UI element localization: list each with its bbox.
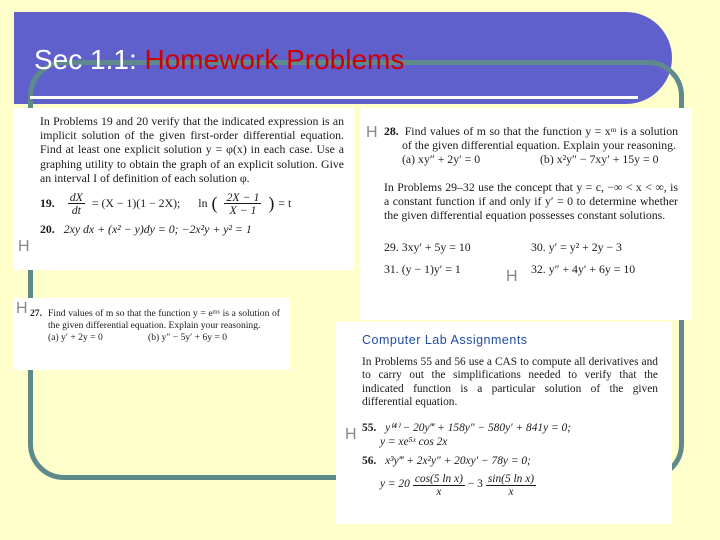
problem-56-cos-top: cos(5 ln x)	[414, 472, 463, 485]
problem-19-ln: ln	[198, 196, 208, 211]
computer-lab-intro: In Problems 55 and 56 use a CAS to compute all derivatives and to carry out the simplifications needed to verify that the indicated function is a particular solution of the given differential equation.	[362, 355, 658, 409]
computer-lab-panel	[336, 322, 672, 524]
handwritten-mark-27: H	[16, 300, 28, 317]
problem-19-fraction-bottom: X − 1	[229, 203, 257, 218]
problem-55-number: 55.	[362, 421, 377, 434]
problems-19-20-intro: In Problems 19 and 20 verify that the indicated expression is an implicit solution of the given first-order differential equation. Find at least one explicit solution y = φ(x) in each case. Use a graphing utility to obtain the graph of an explicit solution. Give an interval I of definition of each solution φ.	[40, 114, 344, 185]
problem-19-number: 19.	[40, 196, 55, 211]
problem-27-b: (b) y″ − 5y′ + 6y = 0	[148, 331, 228, 343]
problems-28-32-panel	[360, 108, 692, 320]
problem-56-number: 56.	[362, 455, 377, 468]
paren-close: )	[268, 193, 275, 214]
problem-32: 32. y″ + 4y′ + 6y = 10	[531, 262, 636, 276]
title-underline	[30, 96, 638, 99]
title-main: Homework Problems	[144, 44, 405, 75]
problem-56-sin-bottom: x	[508, 485, 514, 498]
problem-55-solution: y = xe⁵ˣ cos 2x	[380, 435, 448, 448]
problem-27-a: (a) y′ + 2y = 0	[48, 331, 103, 343]
problem-27-number: 27.	[30, 308, 42, 319]
problems-29-32-intro: In Problems 29–32 use the concept that y = c, −∞ < x < ∞, is a constant function if and only if y′ = 0 to determine whether the given differential equation possesses constant solutions.	[384, 180, 678, 222]
problem-28-b: (b) x²y″ − 7xy′ + 15y = 0	[540, 152, 659, 166]
handwritten-mark-30: H	[506, 268, 518, 285]
problem-56-cos-bottom: x	[436, 485, 442, 498]
problem-28-a: (a) xy″ + 2y′ = 0	[402, 152, 481, 166]
problem-56-sin-top: sin(5 ln x)	[487, 472, 535, 485]
problem-19-fraction	[224, 191, 261, 216]
problem-56-solution-start: y = 20	[380, 478, 410, 491]
title-prefix: Sec 1.1:	[34, 44, 137, 75]
handwritten-mark-20: H	[18, 238, 30, 255]
problem-56-fraction-cos	[413, 473, 465, 498]
problem-28	[384, 124, 678, 152]
problem-20	[40, 222, 344, 236]
problems-19-20-panel	[14, 108, 354, 270]
problem-28-parts	[384, 152, 678, 166]
problems-29-30	[384, 240, 678, 254]
problem-56-minus: − 3	[467, 478, 483, 491]
problem-56-solution	[362, 473, 658, 498]
problem-56	[362, 455, 658, 469]
problem-19-derivative-top: dX	[69, 190, 83, 205]
paren-open: (	[211, 193, 218, 214]
problem-28-number: 28.	[384, 124, 399, 138]
problem-27-parts	[30, 332, 248, 344]
problem-19-end: = t	[278, 196, 292, 211]
problem-55-equation: y⁽⁴⁾ − 20y‴ + 158y″ − 580y′ + 841y = 0;	[385, 421, 572, 434]
handwritten-mark-28: H	[366, 124, 378, 141]
problem-31: 31. (y − 1)y′ = 1	[384, 262, 461, 276]
problem-27	[30, 308, 280, 332]
problem-56-fraction-sin	[486, 473, 536, 498]
problem-19	[40, 191, 344, 216]
computer-lab-heading: Computer Lab Assignments	[362, 333, 528, 347]
problems-31-32	[384, 262, 678, 276]
problem-19-fraction-top: 2X − 1	[226, 190, 260, 205]
problem-20-number: 20.	[40, 222, 55, 237]
problem-19-derivative-bottom: dt	[71, 203, 81, 218]
problem-30: 30. y′ = y² + 2y − 3	[531, 240, 622, 254]
problem-55	[362, 422, 658, 436]
problem-28-text: Find values of m so that the function y = xᵐ is a solution of the given differential equation. Explain your reasoning.	[402, 124, 678, 152]
problem-29: 29. 3xy′ + 5y = 10	[384, 240, 471, 254]
problem-19-derivative	[68, 191, 85, 216]
problem-19-rhs: = (X − 1)(1 − 2X);	[91, 196, 181, 211]
problem-27-text: Find values of m so that the function y = eᵐˣ is a solution of the given differential equation. Explain your reasoning.	[48, 308, 280, 331]
problem-56-equation: x³y‴ + 2x²y″ + 20xy′ − 78y = 0;	[385, 455, 531, 468]
problem-27-panel	[14, 298, 290, 370]
problem-20-text: 2xy dx + (x² − y)dy = 0; −2x²y + y² = 1	[63, 222, 252, 237]
handwritten-mark-55: H	[345, 426, 357, 443]
slide-title	[34, 44, 404, 76]
